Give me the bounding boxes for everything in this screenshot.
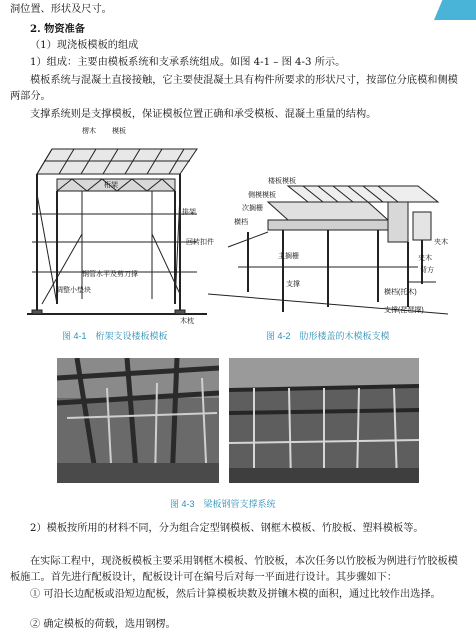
figure-4-1-truss-formwork [22, 124, 222, 324]
fig1-label-truss: 桁架 [104, 182, 118, 189]
fig1-label-tube: 钢管水平及剪刀撑 [82, 271, 138, 278]
fig1-label-frame: 排架 [182, 209, 196, 216]
fig1-label-formwork: 模板 [112, 128, 126, 135]
item-1: 1）组成：主要由模板系统和支承系统组成。如图 4-1 – 图 4-3 所示。 [30, 57, 346, 68]
figure-4-3-photo-right [229, 358, 419, 483]
subsection-title: （1）现浇板模板的组成 [30, 40, 139, 51]
fig2-label-support: 支撑 [286, 281, 300, 288]
fig2-label-support-top: 支撑(琵琶撑) [384, 307, 424, 314]
figure-4-2-rib-floor-formwork [208, 172, 458, 324]
fig1-label-coupler: 回转扣件 [186, 239, 214, 246]
photo-left-image [57, 358, 219, 483]
item-2: 2）模板按所用的材料不同，分为组合定型钢模板、钢框木模板、竹胶板、塑料模板等。 [30, 523, 424, 534]
section-title: 2. 物资准备 [30, 23, 85, 35]
fig2-label-cross-top: 横档(托木) [384, 289, 417, 296]
fig2-label-batten: 横档 [234, 219, 248, 226]
text-line-top: 洞位置、形状及尺寸。 [10, 4, 112, 15]
fig1-label-purlin: 楞木 [82, 128, 96, 135]
paragraph-1: 模板系统与混凝土直接接触，它主要使混凝土具有构件所要求的形状尺寸，按部位分底模和侧模两部分。 [10, 75, 458, 102]
figure-4-3-caption: 图 4-3 梁板钢管支撑系统 [170, 499, 276, 509]
fig2-label-side-form: 侧模模板 [248, 192, 276, 199]
fig2-label-clamp: 夹木 [418, 255, 432, 262]
fig2-label-secondary: 次搁栅 [242, 205, 263, 212]
fig2-label-clamp-wood: 夹木 [434, 239, 448, 246]
fig2-label-main: 主搁栅 [278, 253, 299, 260]
figure-4-1-caption: 图 4-1 桁架支设楼板模板 [62, 331, 168, 341]
fig2-label-rib: 背方 [420, 267, 434, 274]
figure-4-2-caption: 图 4-2 肋形楼盖的木模板支模 [266, 331, 390, 341]
paragraph-3: 在实际工程中，现浇板模板主要采用钢框木模板、竹胶板，本次任务以竹胶板为例进行竹胶板模板施工。首先进行配板设计，配板设计可在编号后对每一平面进行设计。其步骤如下： [10, 556, 458, 583]
fig2-label-floor-form: 楼板模板 [268, 178, 296, 185]
fig1-label-base: 调整小垫块 [56, 287, 91, 294]
figure-4-3-photo-left [57, 358, 219, 483]
step-2: ② 确定模板的荷载，选用钢楞。 [30, 619, 176, 630]
photo-right-image [229, 358, 419, 483]
step-1: ① 可沿长边配板或沿短边配板，然后计算模板块数及拼镶木模的面积，通过比较作出选择。 [30, 589, 441, 600]
paragraph-2: 支撑系统则是支撑模板，保证模板位置正确和承受模板、混凝土重量的结构。 [30, 109, 377, 120]
fig1-label-pillow: 木枕 [180, 318, 194, 324]
